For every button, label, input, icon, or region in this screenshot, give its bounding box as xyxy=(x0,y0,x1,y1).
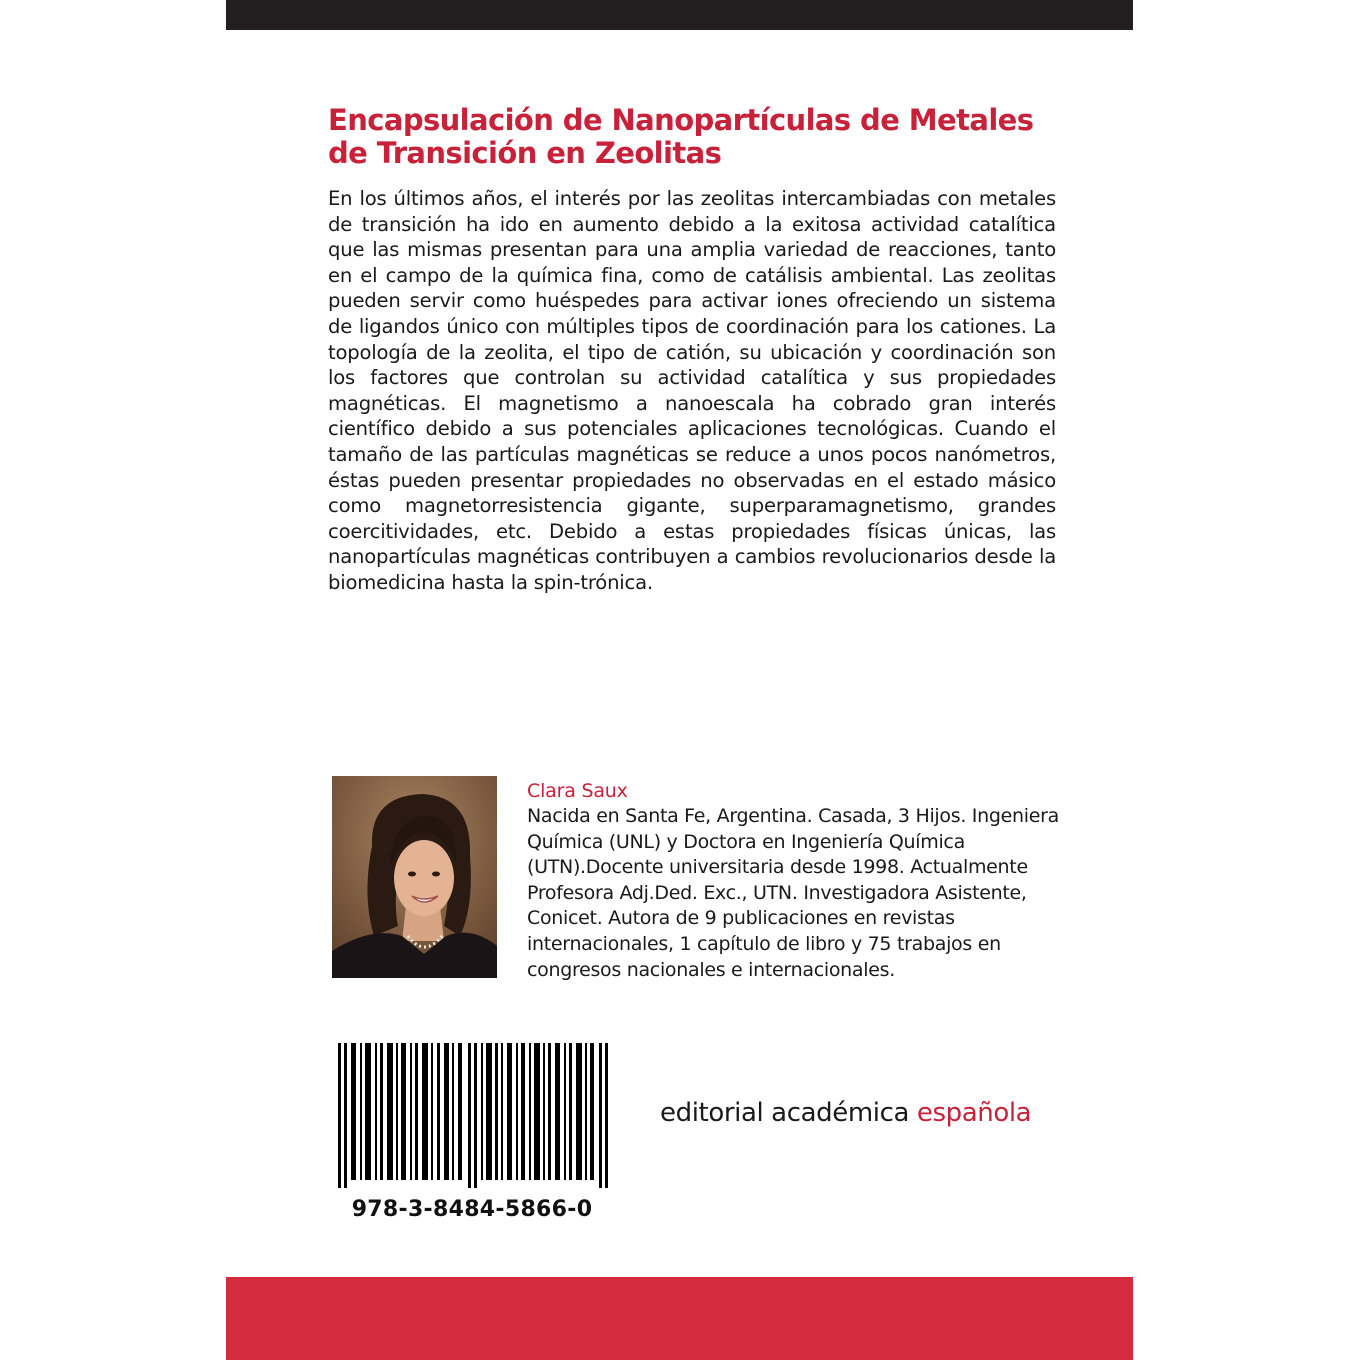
author-photo xyxy=(332,776,497,978)
book-description: En los últimos años, el interés por las zeolitas intercambiadas con metales de transición ha ido en aumento debido a la exitosa actividad catalítica que las mismas presentan para una amplia variedad de reacciones, tanto en el campo de la química fina, como de catálisis ambiental. Las zeolitas pueden servir como huéspedes para activar iones ofreciendo un sistema de ligandos único con múltiples tipos de coordinación para los cationes. La topología de la zeolita, el tipo de catión, su ubicación y coordinación son los factores que controlan su actividad catalítica y sus propiedades magnéticas. El magnetismo a nanoescala ha cobrado gran interés científico debido a sus potenciales aplicaciones tecnológicas. Cuando el tamaño de las partículas magnéticas se reduce a unos pocos nanómetros, éstas pueden presentar propiedades no observadas en el estado másico como magnetorresistencia gigante, superparamagnetismo, grandes coercitividades, etc. Debido a estas propiedades físicas únicas, las nanopartículas magnéticas contribuyen a cambios revolucionarios desde la biomedicina hasta la spin-trónica. xyxy=(328,187,1056,594)
barcode xyxy=(338,1043,608,1188)
author-bio: Nacida en Santa Fe, Argentina. Casada, 3 Hijos. Ingeniera Química (UNL) y Doctora en Ingeniería Química (UTN).Docente universitaria desde 1998. Actualmente Profesora Adj.Ded. Exc., UTN. Investigadora Asistente, Conicet. Autora de 9 publicaciones en revistas internacionales, 1 capítulo de libro y 75 trabajos en congresos nacionales e internacionales. xyxy=(527,805,1059,981)
publisher-name-main: editorial académica xyxy=(660,1098,917,1128)
book-back-cover xyxy=(226,0,1133,1360)
publisher-logo xyxy=(660,1095,1031,1131)
isbn-number: 978-3-8484-5866-0 xyxy=(351,1197,593,1222)
book-title: Encapsulación de Nanopartículas de Metales de Transición en Zeolitas xyxy=(328,103,1034,170)
publisher-name-accent: española xyxy=(916,1098,1032,1128)
bottom-band xyxy=(226,1277,1133,1360)
author-name: Clara Saux xyxy=(527,780,628,802)
top-band xyxy=(226,0,1133,30)
